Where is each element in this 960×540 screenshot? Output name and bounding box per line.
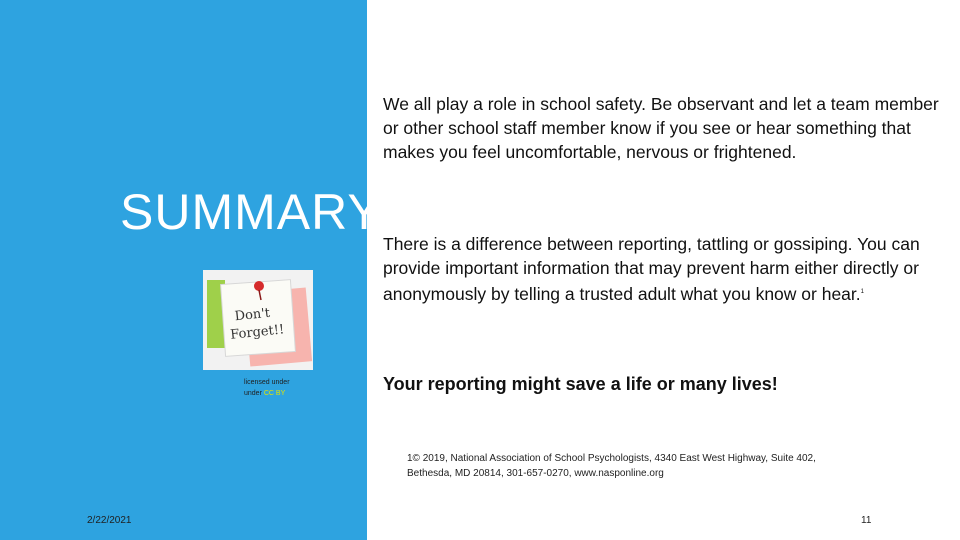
slide-date: 2/22/2021	[87, 515, 132, 526]
dont-forget-note-image	[203, 270, 313, 370]
paragraph-reporting: There is a difference between reporting, tattling or gossiping. You can provide important information that may prevent harm either directly or anonymously by telling a trusted adult what you know or hear.$^1$	[383, 234, 920, 304]
paragraph-school-safety: We all play a role in school safety. Be observant and let a team member or other school staff member know if you see or hear something that makes you feel uncomfortable, nervous or frightened.	[383, 94, 939, 162]
slide-title: SUMMARY	[120, 184, 382, 240]
svg-text:Forget!!: Forget!!	[229, 322, 285, 343]
footnote-citation: 1© 2019, National Association of School Psychologists, 4340 East West Highway, Suite 402, Bethesda, MD 20814, 301-657-0270, www.nasponline.org	[407, 453, 816, 479]
slide-number: 11	[861, 515, 872, 526]
svg-text:Don't: Don't	[233, 305, 271, 325]
license-link[interactable]: CC BY	[263, 390, 286, 397]
footnote-marker: 1	[860, 289, 864, 295]
paragraph-save-a-life: Your reporting might save a life or many lives!	[383, 374, 778, 394]
image-license: licensed under under CC BY	[244, 379, 290, 397]
